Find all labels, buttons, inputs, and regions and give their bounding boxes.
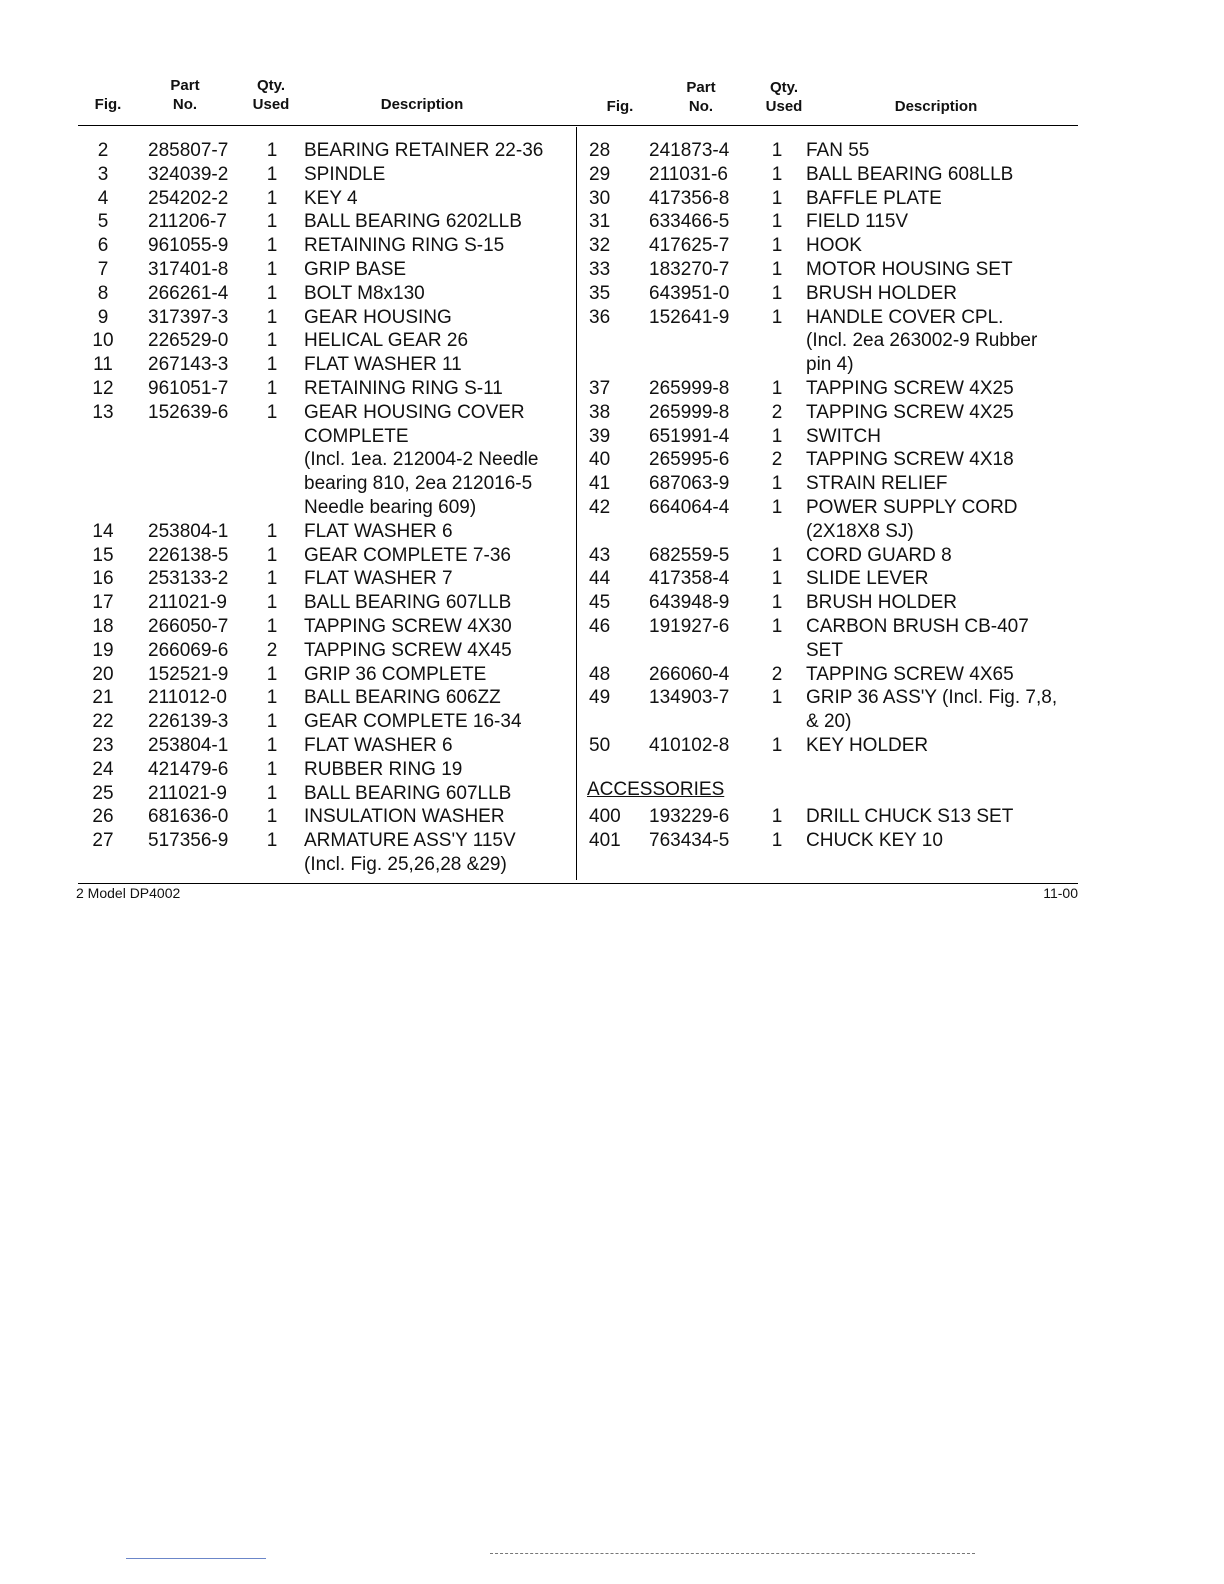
part-cell: 266060-4	[649, 663, 730, 685]
desc-cell: CARBON BRUSH CB-407	[806, 615, 1029, 637]
part-cell: 253804-1	[148, 734, 229, 756]
table-row	[580, 448, 1080, 472]
table-row	[78, 139, 573, 163]
fig-cell: 12	[92, 377, 114, 399]
table-row	[580, 401, 1080, 425]
desc-cell: SET	[806, 639, 843, 661]
part-cell: 687063-9	[649, 473, 730, 495]
part-cell: 763434-5	[649, 830, 730, 852]
header-fig-label: Fig.	[94, 96, 122, 113]
table-row	[78, 639, 573, 663]
table-row	[580, 591, 1080, 615]
fig-cell: 6	[97, 235, 109, 257]
desc-cell: POWER SUPPLY CORD	[806, 496, 1018, 518]
fig-cell: 39	[589, 425, 611, 447]
fig-cell: 26	[92, 806, 114, 828]
header-desc-label: Description	[380, 96, 464, 113]
desc-cell: BALL BEARING 607LLB	[304, 782, 512, 804]
bottom-mark-left	[126, 1558, 266, 1559]
desc-cell: BALL BEARING 6202LLB	[304, 211, 522, 233]
qty-cell: 1	[266, 615, 278, 637]
qty-cell: 2	[771, 401, 783, 423]
header-qty-left	[246, 76, 296, 114]
fig-cell: 14	[92, 520, 114, 542]
part-cell: 961055-9	[148, 235, 229, 257]
table-row	[78, 448, 573, 472]
table-row	[580, 234, 1080, 258]
qty-cell: 1	[266, 258, 278, 280]
fig-cell: 3	[97, 163, 109, 185]
qty-cell: 1	[771, 377, 783, 399]
part-cell: 651991-4	[649, 425, 730, 447]
fig-cell: 10	[92, 330, 114, 352]
header-part-line1: Part	[170, 77, 200, 94]
desc-cell: RETAINING RING S-11	[304, 377, 503, 399]
table-row	[580, 615, 1080, 639]
desc-cell: FLAT WASHER 6	[304, 520, 453, 542]
fig-cell: 2	[97, 140, 109, 161]
qty-cell: 1	[771, 615, 783, 637]
desc-cell: TAPPING SCREW 4X25	[806, 377, 1014, 399]
fig-cell: 45	[589, 592, 611, 614]
qty-cell: 1	[266, 568, 278, 590]
part-cell: 417358-4	[649, 568, 730, 590]
desc-cell: TAPPING SCREW 4X25	[806, 401, 1014, 423]
part-cell: 961051-7	[148, 377, 229, 399]
desc-cell: KEY 4	[304, 187, 358, 209]
part-cell: 211206-7	[148, 211, 227, 233]
fig-cell: 49	[589, 687, 611, 709]
desc-cell: BOLT M8x130	[304, 282, 425, 304]
footer-model: 2 Model DP4002	[76, 885, 181, 901]
fig-cell: 20	[92, 663, 114, 685]
desc-cell: TAPPING SCREW 4X45	[304, 639, 512, 661]
part-cell: 267143-3	[148, 354, 229, 376]
desc-cell: GEAR COMPLETE 7-36	[304, 544, 511, 566]
part-cell: 421479-6	[148, 758, 229, 780]
table-row	[580, 306, 1080, 330]
fig-cell: 400	[589, 806, 621, 828]
qty-cell: 1	[266, 187, 278, 209]
desc-cell: TAPPING SCREW 4X65	[806, 663, 1014, 685]
qty-cell: 1	[771, 306, 783, 328]
fig-cell: 48	[589, 663, 611, 685]
desc-cell: TAPPING SCREW 4X30	[304, 615, 512, 637]
qty-cell: 1	[771, 734, 783, 756]
table-row	[78, 282, 573, 306]
table-row	[580, 472, 1080, 496]
desc-cell: HELICAL GEAR 26	[304, 330, 469, 352]
desc-cell: HANDLE COVER CPL.	[806, 306, 1004, 328]
table-row	[78, 496, 573, 520]
table-row	[78, 782, 573, 806]
fig-cell: 38	[589, 401, 611, 423]
part-cell: 265999-8	[649, 377, 730, 399]
part-cell: 266069-6	[148, 639, 229, 661]
qty-cell: 1	[771, 425, 783, 447]
fig-cell: 17	[92, 592, 114, 614]
qty-cell: 1	[771, 496, 783, 518]
part-cell: 633466-5	[649, 211, 730, 233]
desc-cell: FLAT WASHER 11	[304, 354, 462, 376]
qty-cell: 2	[266, 639, 278, 661]
part-cell: 417625-7	[649, 235, 730, 257]
part-cell: 266261-4	[148, 282, 229, 304]
desc-cell: BRUSH HOLDER	[806, 592, 957, 614]
table-row	[580, 425, 1080, 449]
part-cell: 681636-0	[148, 806, 229, 828]
desc-cell: RUBBER RING 19	[304, 758, 463, 780]
desc-cell: BEARING RETAINER 22-36	[304, 140, 544, 161]
fig-cell: 25	[92, 782, 114, 804]
table-row	[78, 615, 573, 639]
desc-cell: SLIDE LEVER	[806, 568, 929, 590]
qty-cell: 1	[266, 330, 278, 352]
qty-cell: 1	[266, 235, 278, 257]
part-cell: 253133-2	[148, 568, 229, 590]
table-row	[78, 401, 573, 425]
desc-cell: BRUSH HOLDER	[806, 282, 957, 304]
qty-cell: 1	[771, 830, 783, 852]
qty-cell: 1	[266, 806, 278, 828]
desc-cell: (2X18X8 SJ)	[806, 520, 914, 542]
table-row	[580, 686, 1080, 710]
part-cell: 183270-7	[649, 258, 730, 280]
desc-cell: FLAT WASHER 7	[304, 568, 453, 590]
qty-cell: 1	[771, 211, 783, 233]
part-cell: 226139-3	[148, 711, 229, 733]
header-qty-line1: Qty.	[769, 79, 799, 96]
header-fig-left	[88, 95, 128, 114]
desc-cell: pin 4)	[806, 354, 854, 376]
desc-cell: SWITCH	[806, 425, 881, 447]
fig-cell: 46	[589, 615, 611, 637]
qty-cell: 1	[266, 282, 278, 304]
fig-cell: 40	[589, 449, 611, 471]
part-cell: 211021-9	[148, 592, 227, 614]
fig-cell: 28	[589, 140, 611, 161]
part-cell: 152521-9	[148, 663, 229, 685]
desc-cell: Needle bearing 609)	[304, 496, 477, 518]
desc-cell: (Incl. Fig. 25,26,28 &29)	[304, 853, 507, 875]
part-cell: 226138-5	[148, 544, 229, 566]
desc-cell: BALL BEARING 608LLB	[806, 163, 1014, 185]
part-cell: 152639-6	[148, 401, 229, 423]
fig-cell: 24	[92, 758, 114, 780]
fig-cell: 15	[92, 544, 114, 566]
fig-cell: 7	[97, 258, 109, 280]
header-rule	[78, 125, 1078, 126]
part-cell: 241873-4	[649, 140, 730, 161]
table-row	[78, 567, 573, 591]
accessories-heading: ACCESSORIES	[587, 779, 725, 800]
desc-cell: GRIP 36 ASS'Y (Incl. Fig. 7,8,	[806, 687, 1058, 709]
qty-cell: 1	[771, 258, 783, 280]
desc-cell: KEY HOLDER	[806, 734, 929, 756]
table-row	[78, 734, 573, 758]
column-divider	[576, 127, 577, 880]
desc-cell: GEAR COMPLETE 16-34	[304, 711, 522, 733]
table-row	[580, 163, 1080, 187]
table-row	[580, 258, 1080, 282]
part-cell: 317401-8	[148, 258, 229, 280]
part-cell: 324039-2	[148, 163, 229, 185]
part-cell: 664064-4	[649, 496, 730, 518]
part-cell: 134903-7	[649, 687, 730, 709]
qty-cell: 2	[771, 663, 783, 685]
table-row	[78, 710, 573, 734]
part-cell: 253804-1	[148, 520, 229, 542]
table-row	[580, 377, 1080, 401]
table-row	[78, 520, 573, 544]
fig-cell: 21	[92, 687, 114, 709]
fig-cell: 43	[589, 544, 611, 566]
fig-cell: 22	[92, 711, 114, 733]
header-fig-right	[600, 97, 640, 116]
parts-list-right	[580, 139, 1080, 853]
qty-cell: 1	[266, 687, 278, 709]
fig-cell: 37	[589, 377, 611, 399]
qty-cell: 1	[771, 282, 783, 304]
table-row	[78, 758, 573, 782]
desc-cell: RETAINING RING S-15	[304, 235, 505, 257]
part-cell: 191927-6	[649, 615, 730, 637]
fig-cell: 30	[589, 187, 611, 209]
desc-cell: BALL BEARING 606ZZ	[304, 687, 501, 709]
qty-cell: 1	[266, 306, 278, 328]
fig-cell: 31	[589, 211, 611, 233]
header-desc-left	[362, 95, 482, 114]
part-cell: 643951-0	[649, 282, 730, 304]
qty-cell: 1	[771, 235, 783, 257]
parts-list-left	[78, 139, 573, 877]
table-row	[78, 329, 573, 353]
table-row	[78, 686, 573, 710]
fig-cell: 18	[92, 615, 114, 637]
header-qty-right	[759, 78, 809, 116]
desc-cell: COMPLETE	[304, 425, 409, 447]
qty-cell: 1	[266, 544, 278, 566]
desc-cell: CORD GUARD 8	[806, 544, 952, 566]
part-cell: 211021-9	[148, 782, 227, 804]
fig-cell: 9	[97, 306, 109, 328]
qty-cell: 1	[266, 211, 278, 233]
header-part-line1: Part	[686, 79, 716, 96]
desc-cell: DRILL CHUCK S13 SET	[806, 806, 1014, 828]
qty-cell: 1	[266, 163, 278, 185]
table-row	[78, 377, 573, 401]
fig-cell: 19	[92, 639, 114, 661]
qty-cell: 1	[266, 520, 278, 542]
qty-cell: 1	[771, 687, 783, 709]
part-cell: 643948-9	[649, 592, 730, 614]
table-row	[580, 663, 1080, 687]
table-row	[580, 710, 1080, 734]
header-part-line2: No.	[688, 98, 714, 115]
fig-cell: 16	[92, 568, 114, 590]
table-row	[78, 163, 573, 187]
desc-cell: GRIP BASE	[304, 258, 407, 280]
qty-cell: 1	[771, 544, 783, 566]
desc-cell: TAPPING SCREW 4X18	[806, 449, 1014, 471]
desc-cell: FIELD 115V	[806, 211, 909, 233]
qty-cell: 1	[266, 592, 278, 614]
part-cell: 211012-0	[148, 687, 227, 709]
qty-cell: 1	[266, 401, 278, 423]
fig-cell: 23	[92, 734, 114, 756]
fig-cell: 33	[589, 258, 611, 280]
desc-cell: BAFFLE PLATE	[806, 187, 942, 209]
header-fig-label: Fig.	[606, 98, 634, 115]
fig-cell: 4	[97, 187, 109, 209]
desc-cell: ARMATURE ASS'Y 115V	[304, 830, 516, 852]
desc-cell: FLAT WASHER 6	[304, 734, 453, 756]
desc-cell: & 20)	[806, 711, 852, 733]
header-qty-line2: Used	[252, 96, 290, 113]
fig-cell: 401	[589, 830, 621, 852]
fig-cell: 8	[97, 282, 109, 304]
qty-cell: 1	[266, 377, 278, 399]
header-qty-line2: Used	[765, 98, 803, 115]
desc-cell: HOOK	[806, 235, 862, 257]
table-row	[78, 472, 573, 496]
part-cell: 226529-0	[148, 330, 229, 352]
desc-cell: FAN 55	[806, 140, 870, 161]
desc-cell: GEAR HOUSING	[304, 306, 452, 328]
table-row	[78, 306, 573, 330]
part-cell: 193229-6	[649, 806, 730, 828]
table-row	[78, 425, 573, 449]
part-cell: 285807-7	[148, 140, 229, 161]
qty-cell: 1	[266, 734, 278, 756]
table-row	[580, 210, 1080, 234]
desc-cell: GRIP 36 COMPLETE	[304, 663, 487, 685]
table-row	[580, 734, 1080, 758]
table-row	[78, 805, 573, 829]
fig-cell: 35	[589, 282, 611, 304]
fig-cell: 29	[589, 163, 611, 185]
desc-cell: STRAIN RELIEF	[806, 473, 948, 495]
footer-rule	[78, 883, 1078, 884]
qty-cell: 1	[771, 163, 783, 185]
part-cell: 254202-2	[148, 187, 229, 209]
part-cell: 266050-7	[148, 615, 229, 637]
table-row	[78, 829, 573, 853]
qty-cell: 1	[266, 830, 278, 852]
desc-cell: INSULATION WASHER	[304, 806, 505, 828]
table-row	[580, 805, 1080, 829]
fig-cell: 13	[92, 401, 114, 423]
part-cell: 211031-6	[649, 163, 728, 185]
fig-cell: 36	[589, 306, 611, 328]
desc-cell: CHUCK KEY 10	[806, 830, 943, 852]
desc-cell: MOTOR HOUSING SET	[806, 258, 1013, 280]
table-row	[580, 496, 1080, 520]
table-row	[580, 187, 1080, 211]
desc-cell: SPINDLE	[304, 163, 386, 185]
table-row	[78, 591, 573, 615]
qty-cell: 1	[266, 140, 278, 161]
table-row	[78, 544, 573, 568]
part-cell: 265995-6	[649, 449, 730, 471]
fig-cell: 5	[97, 211, 109, 233]
qty-cell: 2	[771, 449, 783, 471]
table-row	[580, 282, 1080, 306]
desc-cell: GEAR HOUSING COVER	[304, 401, 525, 423]
fig-cell: 44	[589, 568, 611, 590]
table-row	[580, 139, 1080, 163]
desc-cell: (Incl. 2ea 263002-9 Rubber	[806, 330, 1038, 352]
fig-cell: 27	[92, 830, 114, 852]
footer-date: 11-00	[1043, 885, 1078, 901]
table-row	[580, 329, 1080, 353]
table-row	[78, 187, 573, 211]
part-cell: 265999-8	[649, 401, 730, 423]
qty-cell: 1	[266, 782, 278, 804]
table-row	[78, 663, 573, 687]
table-row	[78, 210, 573, 234]
header-desc-label: Description	[894, 98, 978, 115]
table-row	[580, 639, 1080, 663]
desc-cell: BALL BEARING 607LLB	[304, 592, 512, 614]
header-part-right	[676, 78, 726, 116]
table-row	[78, 258, 573, 282]
table-row	[78, 353, 573, 377]
header-part-left	[160, 76, 210, 114]
fig-cell: 32	[589, 235, 611, 257]
desc-cell: (Incl. 1ea. 212004-2 Needle	[304, 449, 539, 471]
qty-cell: 1	[771, 592, 783, 614]
header-part-line2: No.	[172, 96, 198, 113]
table-row	[580, 520, 1080, 544]
part-cell: 517356-9	[148, 830, 229, 852]
table-row	[580, 829, 1080, 853]
qty-cell: 1	[771, 187, 783, 209]
header-desc-right	[876, 97, 996, 116]
table-row	[580, 353, 1080, 377]
header-qty-line1: Qty.	[256, 77, 286, 94]
table-row	[580, 567, 1080, 591]
table-row	[78, 853, 573, 877]
fig-cell: 11	[93, 354, 113, 376]
part-cell: 317397-3	[148, 306, 229, 328]
qty-cell: 1	[771, 140, 783, 161]
qty-cell: 1	[771, 806, 783, 828]
desc-cell: bearing 810, 2ea 212016-5	[304, 473, 533, 495]
bottom-mark-right	[490, 1553, 975, 1554]
qty-cell: 1	[771, 568, 783, 590]
part-cell: 152641-9	[649, 306, 730, 328]
part-cell: 417356-8	[649, 187, 730, 209]
part-cell: 682559-5	[649, 544, 730, 566]
part-cell: 410102-8	[649, 734, 730, 756]
qty-cell: 1	[266, 758, 278, 780]
qty-cell: 1	[266, 711, 278, 733]
qty-cell: 1	[771, 473, 783, 495]
fig-cell: 42	[589, 496, 611, 518]
fig-cell: 50	[589, 734, 611, 756]
table-row	[78, 234, 573, 258]
qty-cell: 1	[266, 354, 278, 376]
fig-cell: 41	[589, 473, 611, 495]
qty-cell: 1	[266, 663, 278, 685]
table-row	[580, 544, 1080, 568]
